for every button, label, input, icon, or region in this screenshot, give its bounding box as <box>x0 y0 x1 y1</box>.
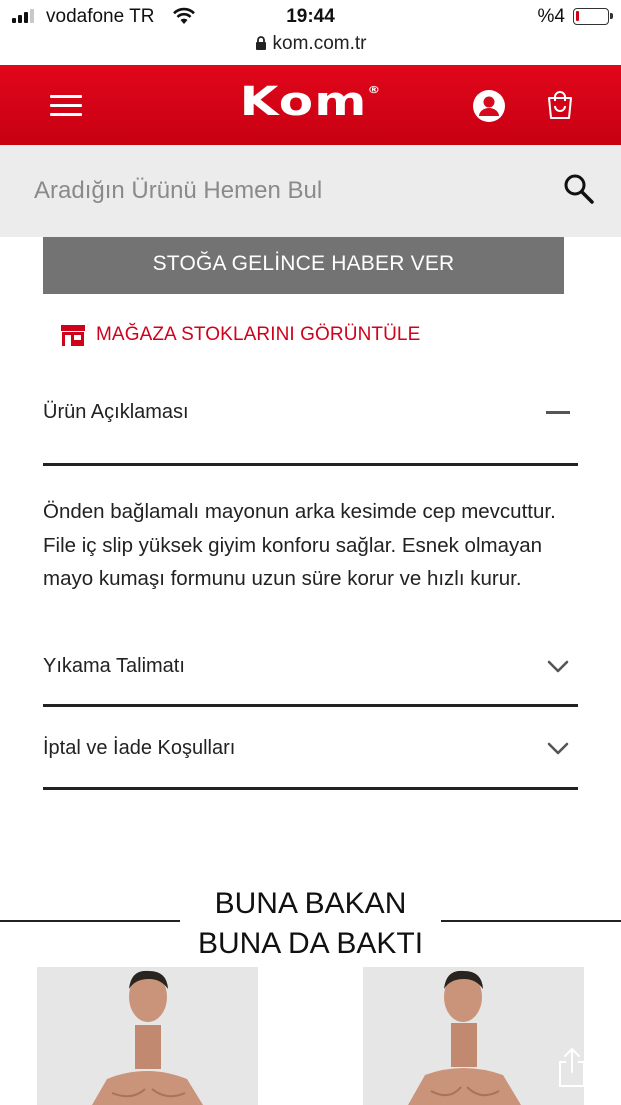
site-header <box>0 65 621 145</box>
product-image <box>363 967 584 1105</box>
related-title-line1: BUNA BAKAN <box>214 887 407 920</box>
related-product-card[interactable] <box>363 967 584 1105</box>
search-icon[interactable] <box>562 172 596 206</box>
related-product-card[interactable] <box>37 967 258 1105</box>
browser-url-bar[interactable] <box>0 33 621 65</box>
chevron-down-icon[interactable] <box>547 660 569 674</box>
accordion-divider <box>43 704 578 707</box>
accordion-title-description[interactable]: Ürün Açıklaması <box>43 401 189 423</box>
accordion-divider <box>43 463 578 466</box>
store-icon <box>60 323 86 347</box>
product-image <box>37 967 258 1105</box>
view-store-stock-link[interactable] <box>60 320 420 350</box>
status-time: 19:44 <box>286 6 335 27</box>
notify-when-in-stock-button[interactable]: STOĞA GELİNCE HABER VER <box>43 237 564 294</box>
search-input[interactable] <box>34 167 544 215</box>
lock-icon <box>255 36 267 50</box>
related-title-line2: BUNA DA BAKTI <box>197 927 424 960</box>
chevron-down-icon[interactable] <box>547 742 569 756</box>
shopping-bag-icon[interactable] <box>545 89 575 121</box>
collapse-minus-icon[interactable] <box>546 411 570 414</box>
related-products-title <box>0 884 621 964</box>
product-description-text: Önden bağlamalı mayonun arka kesimde cep mevcuttur. File iç slip yüksek giyim konforu sağlar. Esnek olmayan mayo kumaşı formunu uzun süre korur ve hızlı kurur. <box>43 500 556 590</box>
browser-url: kom.com.tr <box>272 33 367 54</box>
carrier-name: vodafone TR <box>46 6 155 27</box>
accordion-title-returns[interactable]: İptal ve İade Koşulları <box>43 737 236 759</box>
battery-percent: %4 <box>537 6 565 27</box>
store-stock-label: MAĞAZA STOKLARINI GÖRÜNTÜLE <box>96 324 421 345</box>
accordion-divider <box>43 787 578 790</box>
share-icon[interactable] <box>556 1046 588 1088</box>
search-bar <box>0 145 621 237</box>
status-bar <box>0 0 621 34</box>
brand-logo[interactable]: Kom® <box>239 79 382 125</box>
accordion-title-washing[interactable]: Yıkama Talimatı <box>43 655 185 677</box>
battery-icon <box>573 8 609 25</box>
user-account-icon[interactable] <box>472 89 506 123</box>
